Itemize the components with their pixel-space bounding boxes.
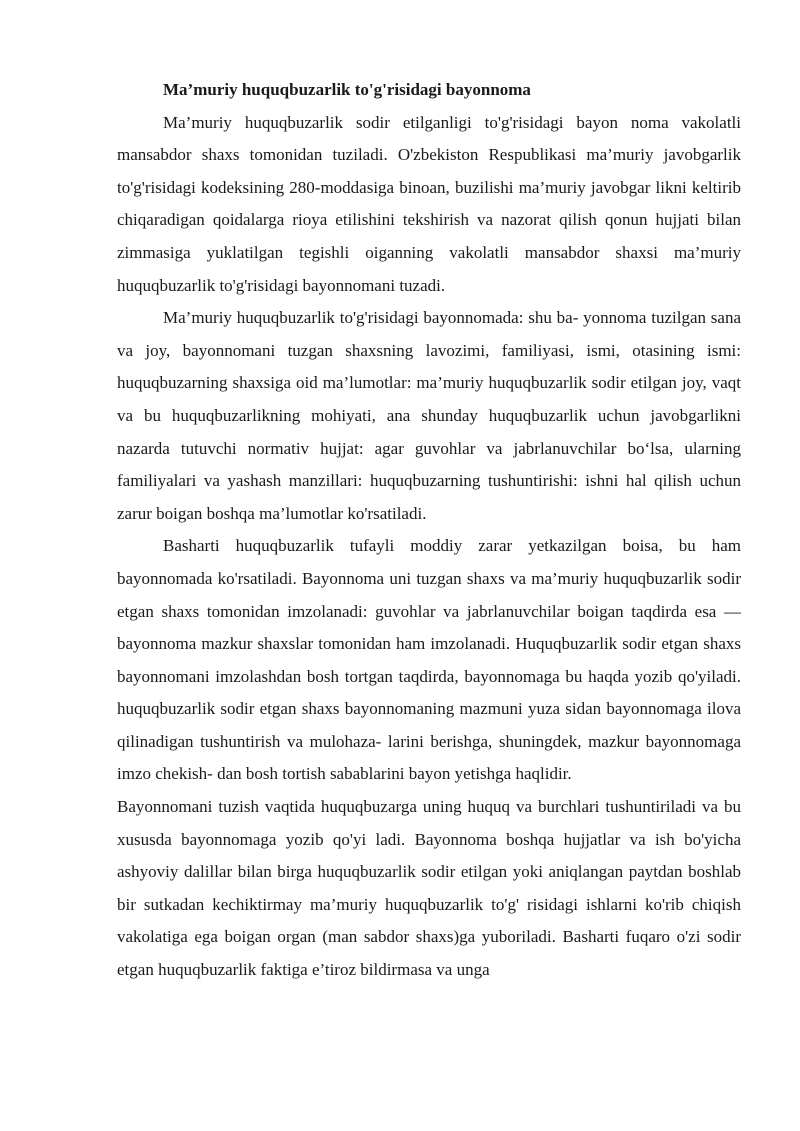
document-title: Ma’muriy huquqbuzarlik to'g'risidagi bayonnoma (163, 80, 531, 99)
paragraph-4: Bayonnomani tuzish vaqtida huquqbuzarga uning huquq va burchlari tushuntiriladi va bu xususda bayonnomaga yozib qo'yi ladi. Bayonnoma boshqa hujjatlar va ish bo'yicha ashyoviy dalillar bilan birga huquqbuzarlik sodir etilgan yoki aniqlangan paytdan boshlab bir sutkadan kechiktirmay ma’muriy huquqbuzarlik to'g' risidagi ishlarni ko'rib chiqish vakolatiga ega boigan organ (man sabdor shaxs)ga yuboriladi. Basharti fuqaro o'zi sodir etgan huquqbuzarlik faktiga e’tiroz bildirmasa va unga (117, 797, 741, 980)
paragraph-2: Ma’muriy huquqbuzarlik to'g'risidagi bayonnomada: shu ba- yonnoma tuzilgan sana va joy, bayonnomani tuzgan shaxsning lavozimi, familiyasi, ismi, otasining ismi: huquqbuzarning shaxsiga oid ma’lumotlar: ma’muriy huquqbuzarlik sodir etilgan joy, vaqt va bu huquqbuzarlikning mohiyati, ana shunday huquqbuzarlik uchun javobgarlikni nazarda tutuvchi normativ hujjat: agar guvohlar va jabrlanuvchilar bo‘lsa, ularning familiyalari va yashash manzillari: huquqbuzarning tushuntirishi: ishni hal qilish uchun zarur boigan boshqa ma’lumotlar ko'rsatiladi. (117, 308, 741, 523)
paragraph-1: Ma’muriy huquqbuzarlik sodir etilganligi to'g'risidagi bayon noma vakolatli mansabdor shaxs tomonidan tuziladi. O'zbekiston Respublikasi ma’muriy javobgarlik to'g'risidagi kodeksining 280-moddasiga binoan, buzilishi ma’muriy javobgar likni keltirib chiqaradigan qoidalarga rioya etilishini tekshirish va nazorat qilish qonun hujjati bilan zimmasiga yuklatilgan tegishli oiganning vakolatli mansabdor shaxsi ma’muriy huquqbuzarlik to'g'risidagi bayonnomani tuzadi. (117, 112, 741, 295)
paragraph-3: Basharti huquqbuzarlik tufayli moddiy zarar yetkazilgan boisa, bu ham bayonnomada ko'rsatiladi. Bayonnoma uni tuzgan shaxs va ma’muriy huquqbuzarlik sodir etgan shaxs tomonidan imzolanadi: guvohlar va jabrlanuvchilar boigan taqdirda esa — bayonnoma mazkur shaxslar tomonidan ham imzolanadi. Huquqbuzarlik sodir etgan shaxs bayonnomani imzolashdan bosh tortgan taqdirda, bayonnomaga bu haqda yozib qo'yiladi. huquqbuzarlik sodir etgan shaxs bayonnomaning mazmuni yuza sidan bayonnomaga ilova qilinadigan tushuntirish va mulohaza- larini berishga, shuningdek, mazkur bayonnomaga imzo chekish- dan bosh tortish sabablarini bayon yetishga haqlidir. (117, 536, 741, 784)
document-page (117, 74, 741, 987)
